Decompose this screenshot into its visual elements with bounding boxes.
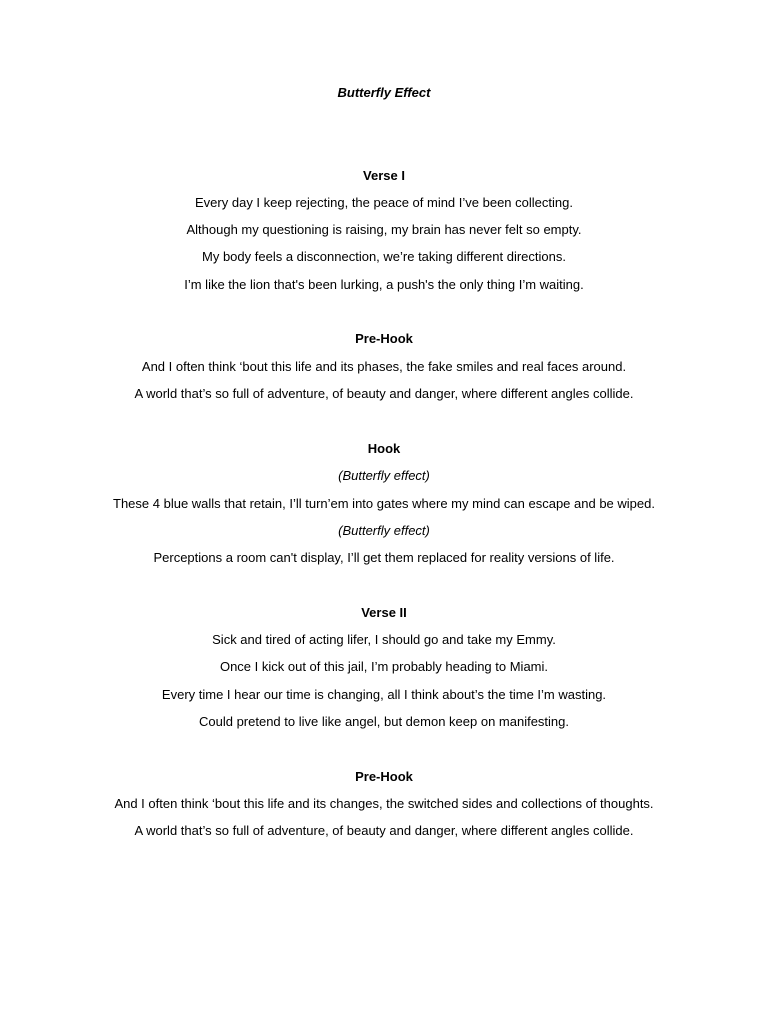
lyric-line-ad-lib: (Butterfly effect): [338, 468, 430, 483]
lyric-line: And I often think ‘bout this life and its changes, the switched sides and collections of thoughts.: [114, 796, 654, 811]
lyric-line: Every time I hear our time is changing, all I think about’s the time I’m wasting.: [161, 687, 607, 702]
lyric-line-ad-lib: (Butterfly effect): [338, 523, 430, 538]
lyric-line: Sick and tired of acting lifer, I should go and take my Emmy.: [212, 632, 556, 647]
lyric-line: And I often think ‘bout this life and its phases, the fake smiles and real faces around.: [141, 359, 627, 374]
section-heading-verse-2: Verse II: [361, 605, 407, 620]
lyric-line: Every day I keep rejecting, the peace of mind I’ve been collecting.: [195, 195, 573, 210]
section-heading-hook: Hook: [367, 441, 401, 456]
lyric-line: A world that’s so full of adventure, of beauty and danger, where different angles collide.: [134, 386, 634, 401]
section-heading-pre-hook-1: Pre-Hook: [355, 331, 413, 346]
lyric-line: These 4 blue walls that retain, I’ll turn’em into gates where my mind can escape and be wiped.: [113, 496, 655, 511]
song-title: Butterfly Effect: [337, 85, 431, 100]
lyric-line: I’m like the lion that's been lurking, a push's the only thing I’m waiting.: [184, 277, 584, 292]
section-heading-verse-1: Verse I: [363, 168, 405, 183]
lyric-line: Although my questioning is raising, my brain has never felt so empty.: [186, 222, 582, 237]
lyric-line: A world that’s so full of adventure, of beauty and danger, where different angles collide.: [134, 823, 634, 838]
lyric-line: Could pretend to live like angel, but demon keep on manifesting.: [198, 714, 569, 729]
section-heading-pre-hook-2: Pre-Hook: [355, 769, 413, 784]
lyric-line: My body feels a disconnection, we’re taking different directions.: [202, 249, 566, 264]
lyric-line: Once I kick out of this jail, I’m probably heading to Miami.: [219, 659, 549, 674]
lyric-line: Perceptions a room can't display, I’ll get them replaced for reality versions of life.: [153, 550, 615, 565]
